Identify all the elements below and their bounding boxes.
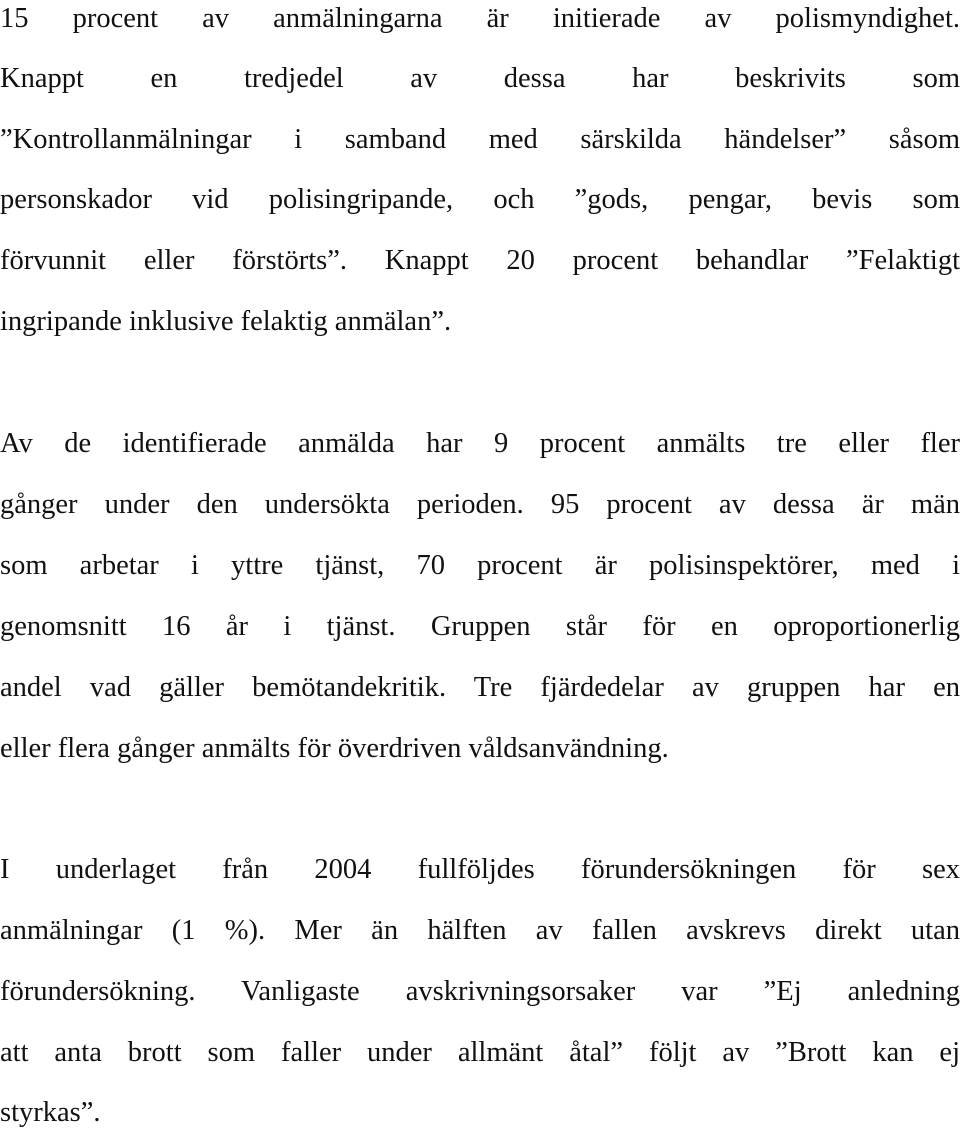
paragraph-line: ”Kontrollanmälningar i samband med särskilda händelser” såsom	[0, 124, 960, 155]
paragraph-line: anmälningar (1 %). Mer än hälften av fallen avskrevs direkt utan	[0, 915, 960, 946]
paragraph-line: 15 procent av anmälningarna är initierade av polismyndighet.	[0, 3, 960, 34]
paragraph-line: ingripande inklusive felaktig anmälan”.	[0, 306, 452, 337]
paragraph-line: Knappt en tredjedel av dessa har beskrivits som	[0, 63, 960, 94]
paragraph-line: personskador vid polisingripande, och ”gods, pengar, bevis som	[0, 184, 960, 215]
paragraph-line: förundersökning. Vanligaste avskrivningsorsaker var ”Ej anledning	[0, 976, 960, 1007]
paragraph-line: styrkas”.	[0, 1097, 101, 1128]
paragraph-line: genomsnitt 16 år i tjänst. Gruppen står för en oproportionerlig	[0, 611, 960, 642]
paragraph-line: andel vad gäller bemötandekritik. Tre fjärdedelar av gruppen har en	[0, 672, 960, 703]
paragraph-line: eller flera gånger anmälts för överdriven våldsanvändning.	[0, 733, 669, 764]
paragraph-line: som arbetar i yttre tjänst, 70 procent är polisinspektörer, med i	[0, 550, 960, 581]
paragraph-line: Av de identifierade anmälda har 9 procent anmälts tre eller fler	[0, 428, 960, 459]
paragraph-line: att anta brott som faller under allmänt åtal” följt av ”Brott kan ej	[0, 1037, 960, 1068]
paragraph-line: I underlaget från 2004 fullföljdes förundersökningen för sex	[0, 854, 960, 885]
paragraph-line: gånger under den undersökta perioden. 95 procent av dessa är män	[0, 489, 960, 520]
paragraph-line: förvunnit eller förstörts”. Knappt 20 procent behandlar ”Felaktigt	[0, 245, 960, 276]
